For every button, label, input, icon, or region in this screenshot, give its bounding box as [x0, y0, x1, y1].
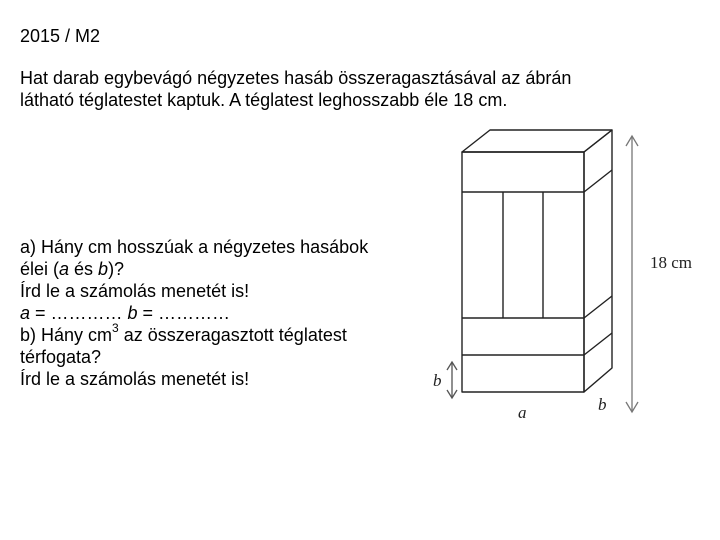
question-a-line-3: Írd le a számolás menetét is!: [20, 281, 250, 301]
exam-code: 2015 / M2: [20, 26, 101, 46]
question-b-line-2: térfogata?: [20, 347, 102, 367]
question-b-line-3: Írd le a számolás menetét is!: [20, 369, 250, 389]
prism-divider: [584, 296, 612, 318]
intro-line-1: Hat darab egybevágó négyzetes hasáb összeragasztásával az ábrán: [20, 68, 572, 88]
question-a-line-1: a) Hány cm hosszúak a négyzetes hasábok: [20, 237, 369, 257]
variable-b: b: [98, 259, 109, 279]
intro-line-2: látható téglatestet kaptuk. A téglatest leghosszabb éle 18 cm.: [20, 90, 508, 110]
question-b-text: az összeragasztott téglatest: [118, 325, 347, 345]
label-b-bottom: b: [598, 395, 607, 414]
cuboid-top-face: [462, 130, 612, 152]
b-arrow: [447, 362, 457, 398]
label-a-bottom: a: [518, 403, 527, 422]
question-a-text: )?: [108, 259, 125, 279]
cuboid-right-face: [584, 130, 612, 392]
height-arrow: [626, 136, 638, 412]
question-b-text: b) Hány cm: [20, 325, 113, 345]
unit-exponent: 3: [112, 321, 119, 335]
label-b-left: b: [433, 371, 442, 390]
answer-variable-a: a: [20, 303, 31, 323]
answer-variable-b: b: [127, 303, 138, 323]
question-a-text: és: [69, 259, 99, 279]
variable-a: a: [59, 259, 70, 279]
prism-divider: [584, 170, 612, 192]
answer-blank-b: = …………: [137, 303, 231, 323]
height-label: 18 cm: [650, 253, 693, 272]
prism-divider: [584, 333, 612, 355]
answer-blank-a: = …………: [30, 303, 128, 323]
question-a-text: élei (: [20, 259, 60, 279]
cuboid-front-face: [462, 152, 584, 392]
